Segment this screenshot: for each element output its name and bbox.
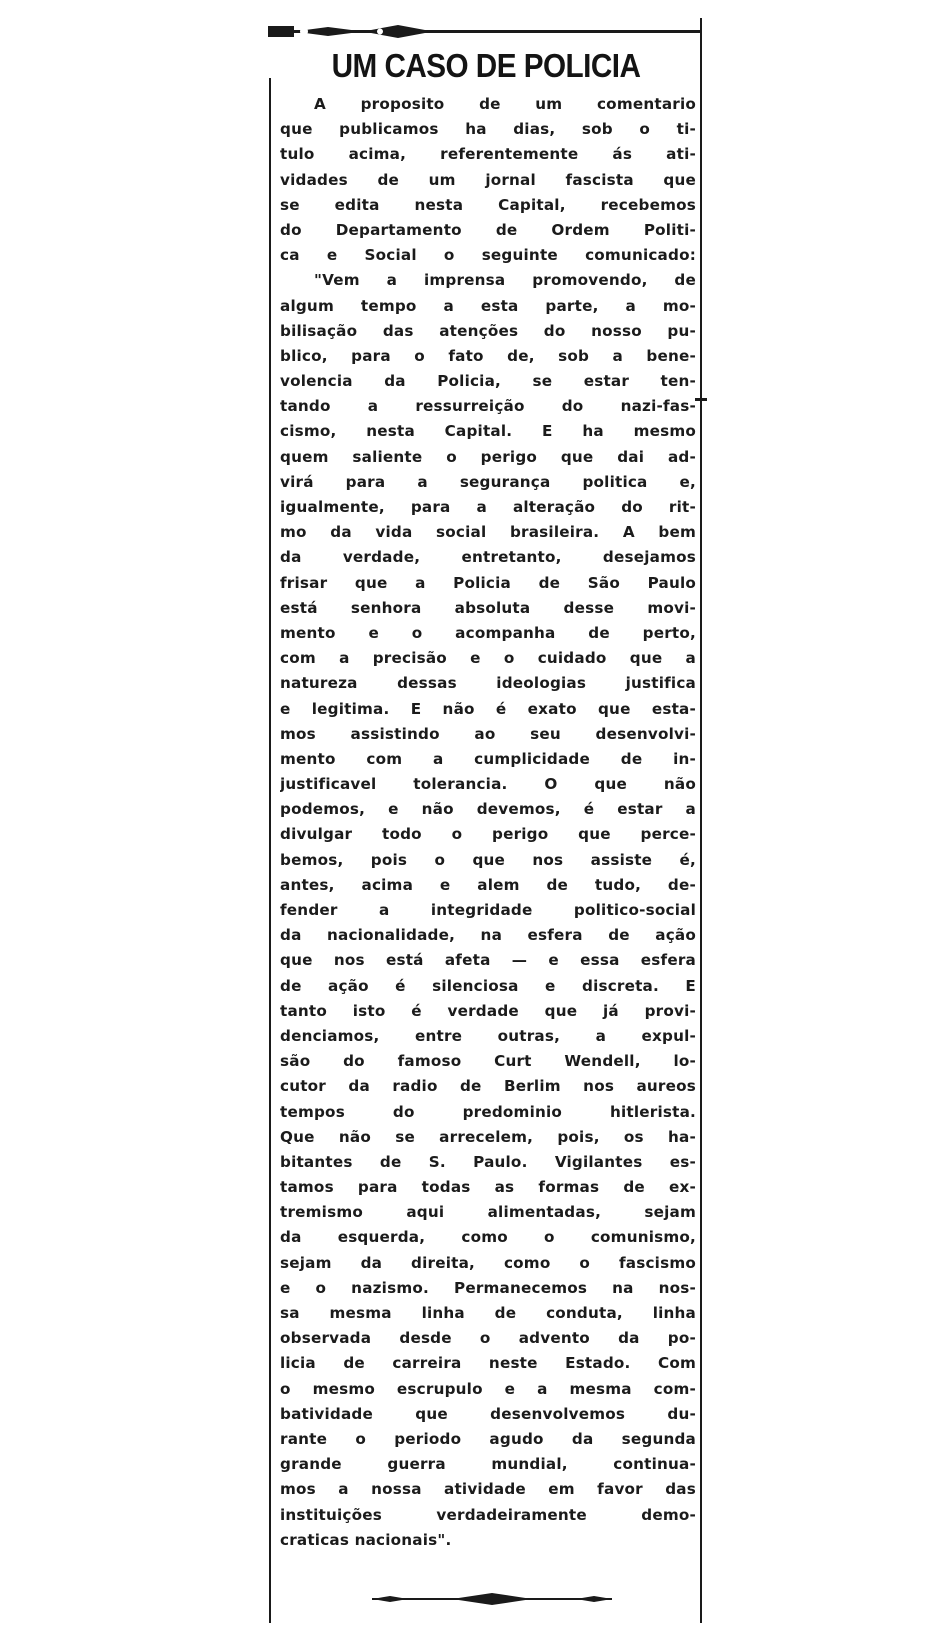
article-text-line: são do famoso Curt Wendell, lo-: [280, 1052, 696, 1071]
article-text-line: tamos para todas as formas de ex-: [280, 1178, 696, 1197]
article-text-line: da nacionalidade, na esfera de ação: [280, 926, 696, 945]
article-text-line: mos assistindo ao seu desenvolvi-: [280, 724, 696, 743]
article-text-line: igualmente, para a alteração do rit-: [280, 498, 696, 516]
article-text-line: ca e Social o seguinte comunicado:: [280, 246, 696, 265]
header-ornament-rule: [268, 22, 700, 42]
article-text-line: tando a ressurreição do nazi-fas-: [280, 397, 696, 416]
article-text-line: craticas nacionais".: [280, 1530, 452, 1549]
article-text-line: tempos do predominio hitlerista.: [280, 1102, 696, 1121]
article-headline: UM CASO DE POLICIA: [331, 47, 641, 84]
article-text-line: cutor da radio de Berlim nos aureos: [280, 1077, 696, 1096]
article-text-line: bemos, pois o que nos assiste é,: [280, 850, 696, 869]
article-text-line: observada desde o advento da po-: [280, 1329, 696, 1348]
article-text-line: mo da vida social brasileira. A bem: [280, 523, 696, 542]
article-text-line: cismo, nesta Capital. E ha mesmo: [280, 422, 696, 441]
footer-ornament-rule: [372, 1592, 612, 1606]
article-text-line: que nos está afeta — e essa esfera: [280, 951, 696, 970]
article-text-line: com a precisão e o cuidado que a: [280, 649, 696, 668]
article-text-line: divulgar todo o perigo que perce-: [280, 825, 696, 844]
article-text-line: está senhora absoluta desse movi-: [280, 598, 696, 617]
article-text-line: fender a integridade politico-social: [280, 901, 696, 919]
article-text-line: e legitima. E não é exato que esta-: [280, 699, 696, 718]
article-text-line: frisar que a Policia de São Paulo: [280, 573, 696, 592]
article-text-line: sa mesma linha de conduta, linha: [280, 1304, 696, 1322]
article-text-line: virá para a segurança politica e,: [280, 472, 696, 491]
article-body: [280, 92, 696, 1553]
article-text-line: mento e o acompanha de perto,: [280, 623, 696, 642]
article-text-line: volencia da Policia, se estar ten-: [280, 372, 696, 391]
article-text-line: A proposito de um comentario: [314, 95, 696, 113]
article-text-line: tulo acima, referentemente ás ati-: [280, 145, 696, 164]
article-text-line: denciamos, entre outras, a expul-: [280, 1026, 696, 1045]
article-text-line: bilisação das atenções do nosso pu-: [280, 321, 696, 340]
article-text-line: natureza dessas ideologias justifica: [280, 674, 696, 693]
article-text-line: de ação é silenciosa e discreta. E: [280, 976, 696, 995]
article-text-line: blico, para o fato de, sob a bene-: [280, 346, 696, 365]
article-text-line: justificavel tolerancia. O que não: [280, 775, 696, 794]
article-text-line: mento com a cumplicidade de in-: [280, 749, 696, 768]
article-text-line: antes, acima e alem de tudo, de-: [280, 875, 696, 894]
article-text-line: o mesmo escrupulo e a mesma com-: [280, 1379, 696, 1398]
article-text-line: que publicamos ha dias, sob o ti-: [280, 120, 696, 139]
article-text-line: tremismo aqui alimentadas, sejam: [280, 1203, 696, 1222]
article-text-line: instituições verdadeiramente demo-: [280, 1505, 696, 1524]
column-rule-left: [269, 78, 271, 1623]
article-text-line: e o nazismo. Permanecemos na nos-: [280, 1278, 696, 1297]
article-text-line: batividade que desenvolvemos du-: [280, 1404, 696, 1423]
article-text-line: vidades de um jornal fascista que: [280, 170, 696, 189]
article-text-line: bitantes de S. Paulo. Vigilantes es-: [280, 1152, 696, 1171]
article-text-line: algum tempo a esta parte, a mo-: [280, 296, 696, 315]
article-text-line: se edita nesta Capital, recebemos: [280, 195, 696, 214]
article-text-line: do Departamento de Ordem Politi-: [280, 220, 696, 239]
article-text-line: grande guerra mundial, continua-: [280, 1455, 696, 1474]
article-text-line: mos a nossa atividade em favor das: [280, 1480, 696, 1499]
article-text-line: da verdade, entretanto, desejamos: [280, 548, 696, 567]
article-text-line: da esquerda, como o comunismo,: [280, 1228, 696, 1247]
column-rule-tick: [695, 398, 707, 401]
column-rule-right: [700, 18, 702, 1623]
article-text-line: licia de carreira neste Estado. Com: [280, 1354, 696, 1373]
article-text-line: rante o periodo agudo da segunda: [280, 1429, 696, 1448]
article-text-line: tanto isto é verdade que já provi-: [280, 1001, 696, 1020]
article-text-line: "Vem a imprensa promovendo, de: [314, 271, 696, 290]
article-text-line: podemos, e não devemos, é estar a: [280, 800, 696, 819]
article-text-line: sejam da direita, como o fascismo: [280, 1253, 696, 1272]
article-text-line: quem saliente o perigo que dai ad-: [280, 447, 696, 466]
article-text-line: Que não se arrecelem, pois, os ha-: [280, 1127, 696, 1146]
